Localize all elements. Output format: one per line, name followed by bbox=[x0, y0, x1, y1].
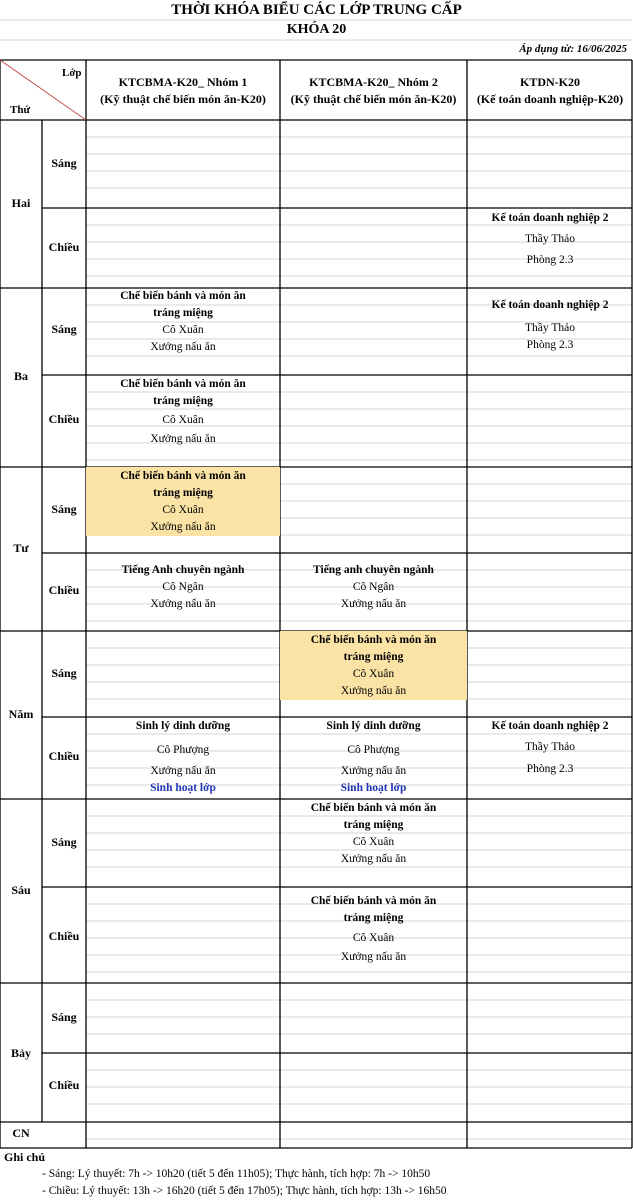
session-hai-chieu: Chiều bbox=[48, 240, 80, 254]
note-morning: - Sáng: Lý thuyết: 7h -> 10h20 (tiết 5 đến 11h05); Thực hành, tích hợp: 7h -> 10h50 bbox=[42, 1168, 431, 1180]
cell-hai-chieu-c3: Kế toán doanh nghiệp 2 Thầy Thảo Phòng 2.3 bbox=[491, 212, 609, 266]
cell-sau-sang-c2: Chế biến bánh và món ăn tráng miệng Cô Xuân Xưởng nấu ăn bbox=[310, 802, 437, 865]
cell-ba-chieu-c1: Chế biến bánh và món ăn tráng miệng Cô Xuân Xưởng nấu ăn bbox=[120, 378, 246, 445]
cell-nam-chieu-c3: Kế toán doanh nghiệp 2 Thầy Thảo Phòng 2.3 bbox=[491, 720, 609, 775]
session-sau-sang: Sáng bbox=[51, 835, 77, 849]
session-tu-chieu: Chiều bbox=[48, 583, 80, 597]
day-sau: Sáu bbox=[11, 883, 31, 897]
day-bay: Bảy bbox=[10, 1046, 31, 1060]
sinh-hoat-lop-c1: Sinh hoạt lớp bbox=[150, 782, 216, 794]
cell-nam-sang-c2: Chế biến bánh và món ăn tráng miệng Cô Xuân Xưởng nấu ăn bbox=[310, 634, 437, 697]
cell-tu-chieu-c2: Tiếng anh chuyên ngành Cô Ngân Xưởng nấu ăn bbox=[313, 564, 434, 610]
session-bay-sang: Sáng bbox=[51, 1010, 77, 1024]
day-cn: CN bbox=[12, 1126, 30, 1140]
session-hai-sang: Sáng bbox=[51, 156, 77, 170]
session-bay-chieu: Chiều bbox=[48, 1078, 80, 1092]
cell-tu-sang-c1: Chế biến bánh và món ăn tráng miệng Cô Xuân Xưởng nấu ăn bbox=[120, 470, 246, 533]
session-ba-chieu: Chiều bbox=[48, 412, 80, 426]
cell-sau-chieu-c2: Chế biến bánh và món ăn tráng miệng Cô Xuân Xưởng nấu ăn bbox=[310, 895, 437, 963]
day-ba: Ba bbox=[13, 369, 28, 383]
applies-from: Áp dụng từ: 16/06/2025 bbox=[519, 43, 627, 55]
session-ba-sang: Sáng bbox=[51, 322, 77, 336]
corner-day-label: Thứ bbox=[10, 104, 31, 116]
cell-ba-sang-c1: Chế biến bánh và món ăn tráng miệng Cô Xuân Xưởng nấu ăn bbox=[120, 290, 246, 353]
sinh-hoat-lop-c2: Sinh hoạt lớp bbox=[340, 782, 407, 794]
cell-tu-chieu-c1: Tiếng Anh chuyên ngành Cô Ngân Xưởng nấu ăn bbox=[121, 564, 245, 610]
cell-nam-chieu-c1: Sinh lý dinh dưỡng Cô Phượng Xưởng nấu ăn Sinh hoạt lớp bbox=[86, 718, 280, 797]
page-title: THỜI KHÓA BIỂU CÁC LỚP TRUNG CẤP bbox=[171, 2, 462, 18]
column-header-2: KTCBMA-K20_ Nhóm 2 (Kỹ thuật chế biến món ăn-K20) bbox=[290, 75, 457, 106]
column-header-3: KTDN-K20 (Kế toán doanh nghiệp-K20) bbox=[476, 75, 624, 106]
session-nam-chieu: Chiều bbox=[48, 749, 80, 763]
day-tu: Tư bbox=[13, 541, 29, 555]
page-subtitle: KHÓA 20 bbox=[286, 22, 347, 37]
session-tu-sang: Sáng bbox=[51, 502, 77, 516]
cell-nam-chieu-c2: Sinh lý dinh dưỡng Cô Phượng Xưởng nấu ăn Sinh hoạt lớp bbox=[280, 718, 467, 797]
day-nam: Năm bbox=[8, 707, 34, 721]
cell-ba-sang-c3: Kế toán doanh nghiệp 2 Thầy Thảo Phòng 2.3 bbox=[491, 299, 609, 351]
note-afternoon: - Chiều: Lý thuyết: 13h -> 16h20 (tiết 5 đến 17h05); Thực hành, tích hợp: 13h -> 16h50 bbox=[42, 1185, 447, 1197]
day-hai: Hai bbox=[11, 196, 31, 210]
corner-class-label: Lớp bbox=[62, 67, 82, 79]
session-nam-sang: Sáng bbox=[51, 666, 77, 680]
column-header-1: KTCBMA-K20_ Nhóm 1 (Kỹ thuật chế biến món ăn-K20) bbox=[100, 75, 266, 106]
session-sau-chieu: Chiều bbox=[48, 929, 80, 943]
notes-title: Ghi chú bbox=[4, 1150, 46, 1164]
